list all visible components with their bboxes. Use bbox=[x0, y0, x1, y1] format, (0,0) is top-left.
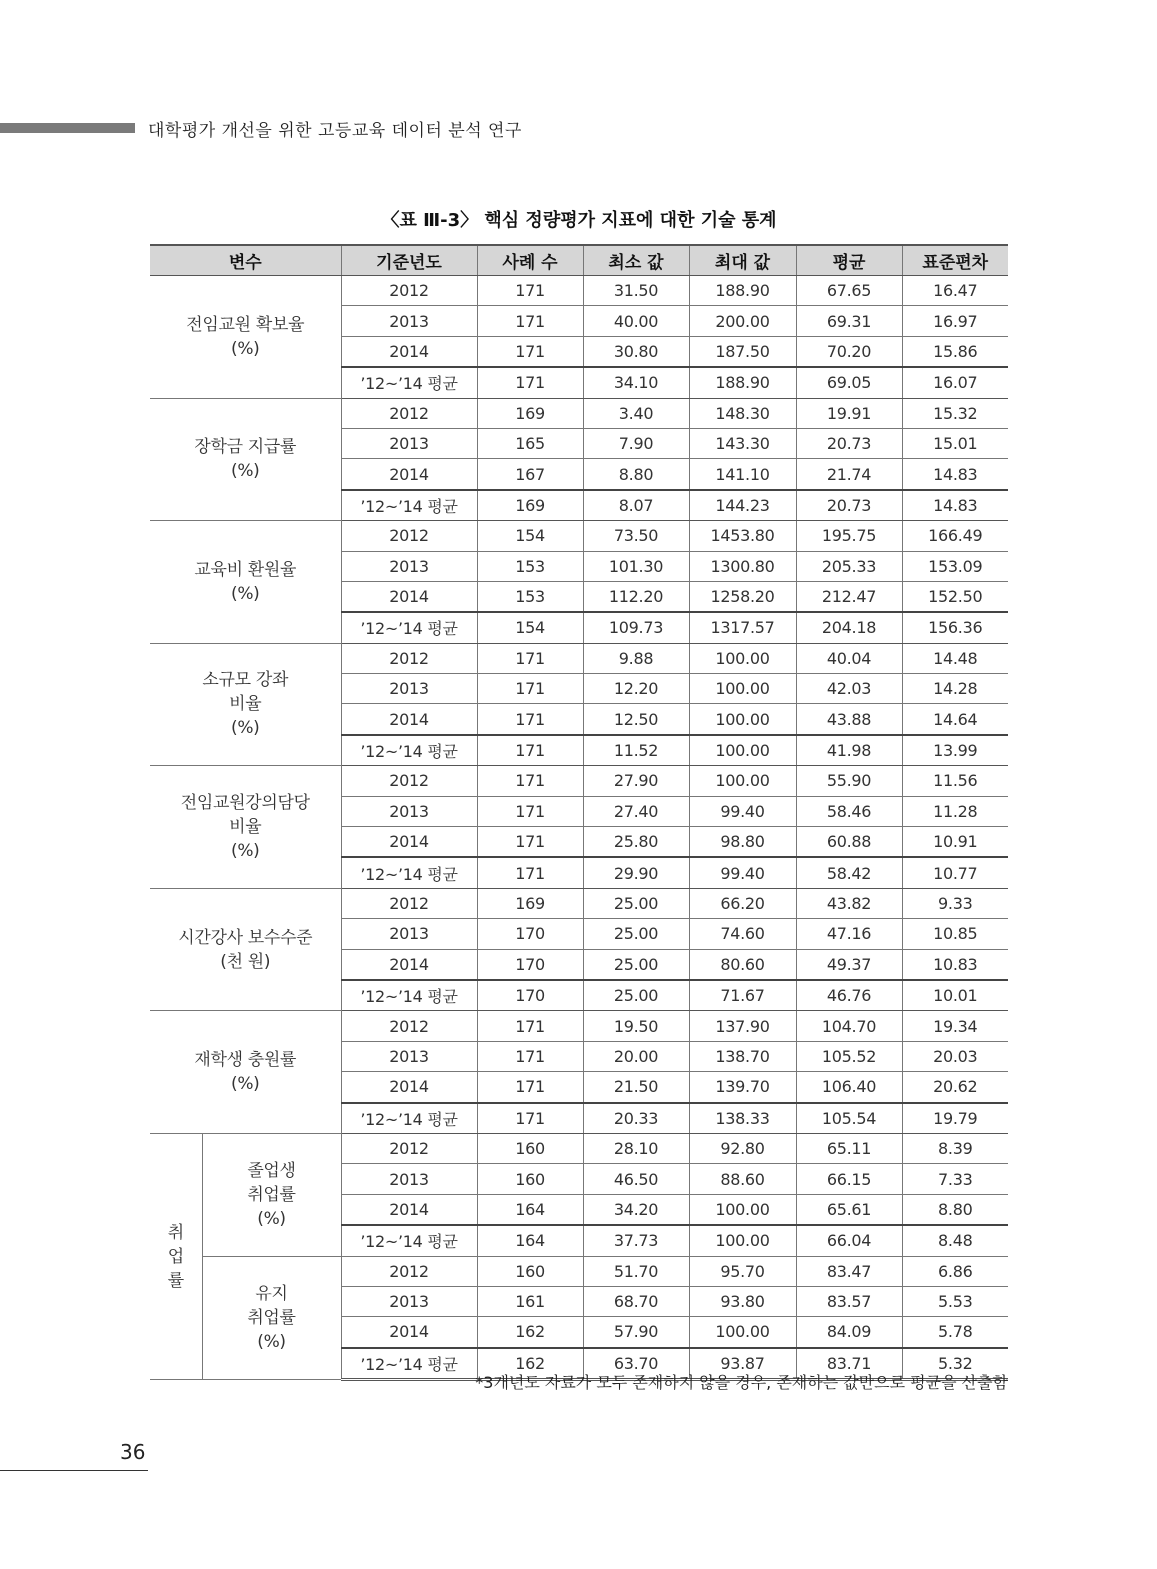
min-cell: 9.88 bbox=[583, 643, 689, 673]
min-cell: 19.50 bbox=[583, 1011, 689, 1041]
max-cell: 98.80 bbox=[689, 827, 796, 858]
count-cell: 160 bbox=[477, 1256, 583, 1286]
mean-cell: 65.11 bbox=[796, 1133, 902, 1163]
mean-cell: 40.04 bbox=[796, 643, 902, 673]
count-cell: 167 bbox=[477, 459, 583, 490]
year-cell: 2012 bbox=[341, 888, 477, 918]
table-row bbox=[150, 888, 1008, 918]
page-number-rule bbox=[0, 1470, 148, 1471]
variable-name-cell: 재학생 충원률 (%) bbox=[150, 1011, 341, 1134]
col-header-min: 최소 값 bbox=[583, 245, 689, 276]
mean-cell: 65.61 bbox=[796, 1194, 902, 1225]
max-cell: 143.30 bbox=[689, 428, 796, 458]
sd-cell: 20.03 bbox=[902, 1041, 1008, 1071]
mean-cell: 60.88 bbox=[796, 827, 902, 858]
max-cell: 100.00 bbox=[689, 766, 796, 796]
mean-cell: 66.15 bbox=[796, 1164, 902, 1194]
col-header-count: 사례 수 bbox=[477, 245, 583, 276]
sd-cell: 15.32 bbox=[902, 398, 1008, 428]
count-cell: 170 bbox=[477, 949, 583, 980]
sd-cell: 9.33 bbox=[902, 888, 1008, 918]
mean-cell: 46.76 bbox=[796, 980, 902, 1011]
mean-cell: 43.88 bbox=[796, 704, 902, 735]
min-cell: 29.90 bbox=[583, 857, 689, 888]
year-cell: 2012 bbox=[341, 1256, 477, 1286]
sd-cell: 153.09 bbox=[902, 551, 1008, 581]
min-cell: 40.00 bbox=[583, 306, 689, 336]
sd-cell: 156.36 bbox=[902, 612, 1008, 643]
year-cell: 2013 bbox=[341, 428, 477, 458]
year-cell: ’12~’14 평균 bbox=[341, 612, 477, 643]
count-cell: 171 bbox=[477, 1103, 583, 1134]
max-cell: 100.00 bbox=[689, 704, 796, 735]
max-cell: 137.90 bbox=[689, 1011, 796, 1041]
count-cell: 170 bbox=[477, 980, 583, 1011]
mean-cell: 70.20 bbox=[796, 336, 902, 367]
count-cell: 153 bbox=[477, 551, 583, 581]
sd-cell: 16.97 bbox=[902, 306, 1008, 336]
mean-cell: 20.73 bbox=[796, 490, 902, 521]
table-row bbox=[150, 276, 1008, 306]
max-cell: 95.70 bbox=[689, 1256, 796, 1286]
max-cell: 71.67 bbox=[689, 980, 796, 1011]
mean-cell: 195.75 bbox=[796, 521, 902, 551]
sd-cell: 15.86 bbox=[902, 336, 1008, 367]
year-cell: ’12~’14 평균 bbox=[341, 857, 477, 888]
count-cell: 154 bbox=[477, 612, 583, 643]
min-cell: 73.50 bbox=[583, 521, 689, 551]
count-cell: 171 bbox=[477, 766, 583, 796]
sd-cell: 7.33 bbox=[902, 1164, 1008, 1194]
min-cell: 25.00 bbox=[583, 949, 689, 980]
max-cell: 148.30 bbox=[689, 398, 796, 428]
max-cell: 74.60 bbox=[689, 919, 796, 949]
year-cell: ’12~’14 평균 bbox=[341, 980, 477, 1011]
mean-cell: 105.52 bbox=[796, 1041, 902, 1071]
sd-cell: 11.56 bbox=[902, 766, 1008, 796]
year-cell: ’12~’14 평균 bbox=[341, 367, 477, 398]
mean-cell: 47.16 bbox=[796, 919, 902, 949]
sd-cell: 16.47 bbox=[902, 276, 1008, 306]
mean-cell: 212.47 bbox=[796, 581, 902, 612]
min-cell: 63.70 bbox=[583, 1348, 689, 1380]
sd-cell: 8.48 bbox=[902, 1225, 1008, 1256]
sd-cell: 16.07 bbox=[902, 367, 1008, 398]
mean-cell: 205.33 bbox=[796, 551, 902, 581]
min-cell: 7.90 bbox=[583, 428, 689, 458]
year-cell: 2014 bbox=[341, 704, 477, 735]
max-cell: 100.00 bbox=[689, 1194, 796, 1225]
count-cell: 171 bbox=[477, 857, 583, 888]
variable-name-cell: 소규모 강좌 비율 (%) bbox=[150, 643, 341, 766]
year-cell: 2012 bbox=[341, 643, 477, 673]
sd-cell: 15.01 bbox=[902, 428, 1008, 458]
max-cell: 93.87 bbox=[689, 1348, 796, 1380]
sub-variable-name-cell: 유지 취업률 (%) bbox=[202, 1256, 341, 1380]
year-cell: 2013 bbox=[341, 306, 477, 336]
count-cell: 169 bbox=[477, 398, 583, 428]
sd-cell: 14.28 bbox=[902, 674, 1008, 704]
variable-name-cell: 교육비 환원율 (%) bbox=[150, 521, 341, 644]
min-cell: 8.80 bbox=[583, 459, 689, 490]
min-cell: 25.00 bbox=[583, 919, 689, 949]
sd-cell: 13.99 bbox=[902, 735, 1008, 766]
sd-cell: 14.83 bbox=[902, 490, 1008, 521]
count-cell: 164 bbox=[477, 1194, 583, 1225]
min-cell: 20.33 bbox=[583, 1103, 689, 1134]
variable-name-cell: 장학금 지급률 (%) bbox=[150, 398, 341, 521]
sd-cell: 5.78 bbox=[902, 1317, 1008, 1348]
table-row bbox=[150, 643, 1008, 673]
mean-cell: 204.18 bbox=[796, 612, 902, 643]
count-cell: 161 bbox=[477, 1286, 583, 1316]
min-cell: 112.20 bbox=[583, 581, 689, 612]
max-cell: 99.40 bbox=[689, 857, 796, 888]
variable-name-cell: 전임교원강의담당 비율 (%) bbox=[150, 766, 341, 889]
count-cell: 171 bbox=[477, 336, 583, 367]
sd-cell: 19.34 bbox=[902, 1011, 1008, 1041]
count-cell: 171 bbox=[477, 1041, 583, 1071]
col-header-sd: 표준편차 bbox=[902, 245, 1008, 276]
min-cell: 28.10 bbox=[583, 1133, 689, 1163]
sd-cell: 10.77 bbox=[902, 857, 1008, 888]
min-cell: 11.52 bbox=[583, 735, 689, 766]
max-cell: 138.33 bbox=[689, 1103, 796, 1134]
min-cell: 3.40 bbox=[583, 398, 689, 428]
min-cell: 21.50 bbox=[583, 1072, 689, 1103]
year-cell: 2012 bbox=[341, 398, 477, 428]
mean-cell: 66.04 bbox=[796, 1225, 902, 1256]
count-cell: 171 bbox=[477, 276, 583, 306]
sd-cell: 6.86 bbox=[902, 1256, 1008, 1286]
table-row bbox=[150, 766, 1008, 796]
count-cell: 153 bbox=[477, 581, 583, 612]
count-cell: 171 bbox=[477, 1072, 583, 1103]
count-cell: 169 bbox=[477, 888, 583, 918]
max-cell: 188.90 bbox=[689, 367, 796, 398]
min-cell: 31.50 bbox=[583, 276, 689, 306]
year-cell: 2014 bbox=[341, 827, 477, 858]
sd-cell: 19.79 bbox=[902, 1103, 1008, 1134]
min-cell: 30.80 bbox=[583, 336, 689, 367]
sd-cell: 5.53 bbox=[902, 1286, 1008, 1316]
year-cell: 2013 bbox=[341, 1041, 477, 1071]
max-cell: 187.50 bbox=[689, 336, 796, 367]
table-row bbox=[150, 1011, 1008, 1041]
min-cell: 8.07 bbox=[583, 490, 689, 521]
mean-cell: 20.73 bbox=[796, 428, 902, 458]
sd-cell: 152.50 bbox=[902, 581, 1008, 612]
max-cell: 100.00 bbox=[689, 1317, 796, 1348]
sd-cell: 14.83 bbox=[902, 459, 1008, 490]
min-cell: 12.20 bbox=[583, 674, 689, 704]
sd-cell: 10.83 bbox=[902, 949, 1008, 980]
max-cell: 66.20 bbox=[689, 888, 796, 918]
mean-cell: 83.57 bbox=[796, 1286, 902, 1316]
year-cell: 2013 bbox=[341, 796, 477, 826]
mean-cell: 58.42 bbox=[796, 857, 902, 888]
max-cell: 139.70 bbox=[689, 1072, 796, 1103]
mean-cell: 105.54 bbox=[796, 1103, 902, 1134]
year-cell: 2014 bbox=[341, 1194, 477, 1225]
year-cell: ’12~’14 평균 bbox=[341, 735, 477, 766]
table-header-row bbox=[150, 245, 1008, 276]
mean-cell: 69.05 bbox=[796, 367, 902, 398]
mean-cell: 49.37 bbox=[796, 949, 902, 980]
min-cell: 20.00 bbox=[583, 1041, 689, 1071]
max-cell: 1300.80 bbox=[689, 551, 796, 581]
sub-variable-name-cell: 졸업생 취업률 (%) bbox=[202, 1133, 341, 1256]
min-cell: 12.50 bbox=[583, 704, 689, 735]
count-cell: 162 bbox=[477, 1348, 583, 1380]
count-cell: 170 bbox=[477, 919, 583, 949]
year-cell: 2014 bbox=[341, 336, 477, 367]
count-cell: 171 bbox=[477, 735, 583, 766]
sd-cell: 8.39 bbox=[902, 1133, 1008, 1163]
mean-cell: 83.71 bbox=[796, 1348, 902, 1380]
count-cell: 160 bbox=[477, 1133, 583, 1163]
year-cell: ’12~’14 평균 bbox=[341, 490, 477, 521]
count-cell: 171 bbox=[477, 1011, 583, 1041]
table-body bbox=[150, 276, 1008, 1380]
max-cell: 144.23 bbox=[689, 490, 796, 521]
year-cell: 2012 bbox=[341, 1133, 477, 1163]
year-cell: 2012 bbox=[341, 1011, 477, 1041]
year-cell: 2013 bbox=[341, 919, 477, 949]
mean-cell: 84.09 bbox=[796, 1317, 902, 1348]
count-cell: 171 bbox=[477, 704, 583, 735]
min-cell: 25.00 bbox=[583, 980, 689, 1011]
mean-cell: 67.65 bbox=[796, 276, 902, 306]
table-row bbox=[150, 1256, 1008, 1286]
min-cell: 46.50 bbox=[583, 1164, 689, 1194]
variable-name-cell: 시간강사 보수수준 (천 원) bbox=[150, 888, 341, 1011]
mean-cell: 55.90 bbox=[796, 766, 902, 796]
year-cell: 2013 bbox=[341, 551, 477, 581]
min-cell: 25.00 bbox=[583, 888, 689, 918]
min-cell: 109.73 bbox=[583, 612, 689, 643]
year-cell: ’12~’14 평균 bbox=[341, 1103, 477, 1134]
employment-rate-label: 취 업 률 bbox=[150, 1133, 202, 1379]
year-cell: ’12~’14 평균 bbox=[341, 1225, 477, 1256]
col-header-variable: 변수 bbox=[150, 245, 341, 276]
min-cell: 57.90 bbox=[583, 1317, 689, 1348]
sd-cell: 10.85 bbox=[902, 919, 1008, 949]
max-cell: 80.60 bbox=[689, 949, 796, 980]
mean-cell: 21.74 bbox=[796, 459, 902, 490]
count-cell: 154 bbox=[477, 521, 583, 551]
variable-name-cell: 전임교원 확보율 (%) bbox=[150, 276, 341, 399]
running-header-title: 대학평가 개선을 위한 고등교육 데이터 분석 연구 bbox=[148, 121, 522, 141]
mean-cell: 69.31 bbox=[796, 306, 902, 336]
count-cell: 165 bbox=[477, 428, 583, 458]
descriptive-stats-table bbox=[150, 244, 1008, 1381]
sd-cell: 11.28 bbox=[902, 796, 1008, 826]
max-cell: 1258.20 bbox=[689, 581, 796, 612]
max-cell: 88.60 bbox=[689, 1164, 796, 1194]
sd-cell: 5.32 bbox=[902, 1348, 1008, 1380]
min-cell: 27.90 bbox=[583, 766, 689, 796]
count-cell: 171 bbox=[477, 306, 583, 336]
table-row bbox=[150, 398, 1008, 428]
min-cell: 37.73 bbox=[583, 1225, 689, 1256]
year-cell: 2013 bbox=[341, 674, 477, 704]
year-cell: 2014 bbox=[341, 459, 477, 490]
count-cell: 164 bbox=[477, 1225, 583, 1256]
max-cell: 141.10 bbox=[689, 459, 796, 490]
year-cell: 2014 bbox=[341, 1072, 477, 1103]
mean-cell: 58.46 bbox=[796, 796, 902, 826]
table-row bbox=[150, 1133, 1008, 1163]
max-cell: 92.80 bbox=[689, 1133, 796, 1163]
min-cell: 34.20 bbox=[583, 1194, 689, 1225]
year-cell: 2014 bbox=[341, 1317, 477, 1348]
sd-cell: 8.80 bbox=[902, 1194, 1008, 1225]
max-cell: 200.00 bbox=[689, 306, 796, 336]
col-header-max: 최대 값 bbox=[689, 245, 796, 276]
mean-cell: 43.82 bbox=[796, 888, 902, 918]
count-cell: 171 bbox=[477, 643, 583, 673]
mean-cell: 83.47 bbox=[796, 1256, 902, 1286]
table-footnote: *3개년도 자료가 모두 존재하지 않을 경우, 존재하는 값만으로 평균을 산출함 bbox=[475, 1373, 1008, 1392]
min-cell: 51.70 bbox=[583, 1256, 689, 1286]
page-number: 36 bbox=[120, 1440, 146, 1464]
mean-cell: 41.98 bbox=[796, 735, 902, 766]
count-cell: 169 bbox=[477, 490, 583, 521]
count-cell: 171 bbox=[477, 674, 583, 704]
count-cell: 162 bbox=[477, 1317, 583, 1348]
count-cell: 171 bbox=[477, 796, 583, 826]
mean-cell: 42.03 bbox=[796, 674, 902, 704]
year-cell: 2012 bbox=[341, 521, 477, 551]
year-cell: 2013 bbox=[341, 1164, 477, 1194]
min-cell: 25.80 bbox=[583, 827, 689, 858]
mean-cell: 19.91 bbox=[796, 398, 902, 428]
table-caption: 〈표 Ⅲ-3〉 핵심 정량평가 지표에 대한 기술 통계 bbox=[381, 210, 777, 231]
max-cell: 99.40 bbox=[689, 796, 796, 826]
sd-cell: 10.01 bbox=[902, 980, 1008, 1011]
max-cell: 100.00 bbox=[689, 1225, 796, 1256]
year-cell: 2012 bbox=[341, 766, 477, 796]
table-row bbox=[150, 521, 1008, 551]
max-cell: 138.70 bbox=[689, 1041, 796, 1071]
year-cell: ’12~’14 평균 bbox=[341, 1348, 477, 1380]
min-cell: 68.70 bbox=[583, 1286, 689, 1316]
min-cell: 27.40 bbox=[583, 796, 689, 826]
max-cell: 100.00 bbox=[689, 674, 796, 704]
year-cell: 2014 bbox=[341, 581, 477, 612]
sd-cell: 20.62 bbox=[902, 1072, 1008, 1103]
year-cell: 2012 bbox=[341, 276, 477, 306]
sd-cell: 14.48 bbox=[902, 643, 1008, 673]
mean-cell: 104.70 bbox=[796, 1011, 902, 1041]
sd-cell: 166.49 bbox=[902, 521, 1008, 551]
max-cell: 100.00 bbox=[689, 643, 796, 673]
max-cell: 100.00 bbox=[689, 735, 796, 766]
max-cell: 188.90 bbox=[689, 276, 796, 306]
header-decor-bar bbox=[0, 123, 135, 133]
year-cell: 2013 bbox=[341, 1286, 477, 1316]
max-cell: 1317.57 bbox=[689, 612, 796, 643]
sd-cell: 14.64 bbox=[902, 704, 1008, 735]
col-header-mean: 평균 bbox=[796, 245, 902, 276]
sd-cell: 10.91 bbox=[902, 827, 1008, 858]
count-cell: 171 bbox=[477, 827, 583, 858]
count-cell: 160 bbox=[477, 1164, 583, 1194]
max-cell: 1453.80 bbox=[689, 521, 796, 551]
min-cell: 101.30 bbox=[583, 551, 689, 581]
col-header-year: 기준년도 bbox=[341, 245, 477, 276]
max-cell: 93.80 bbox=[689, 1286, 796, 1316]
year-cell: 2014 bbox=[341, 949, 477, 980]
mean-cell: 106.40 bbox=[796, 1072, 902, 1103]
count-cell: 171 bbox=[477, 367, 583, 398]
min-cell: 34.10 bbox=[583, 367, 689, 398]
